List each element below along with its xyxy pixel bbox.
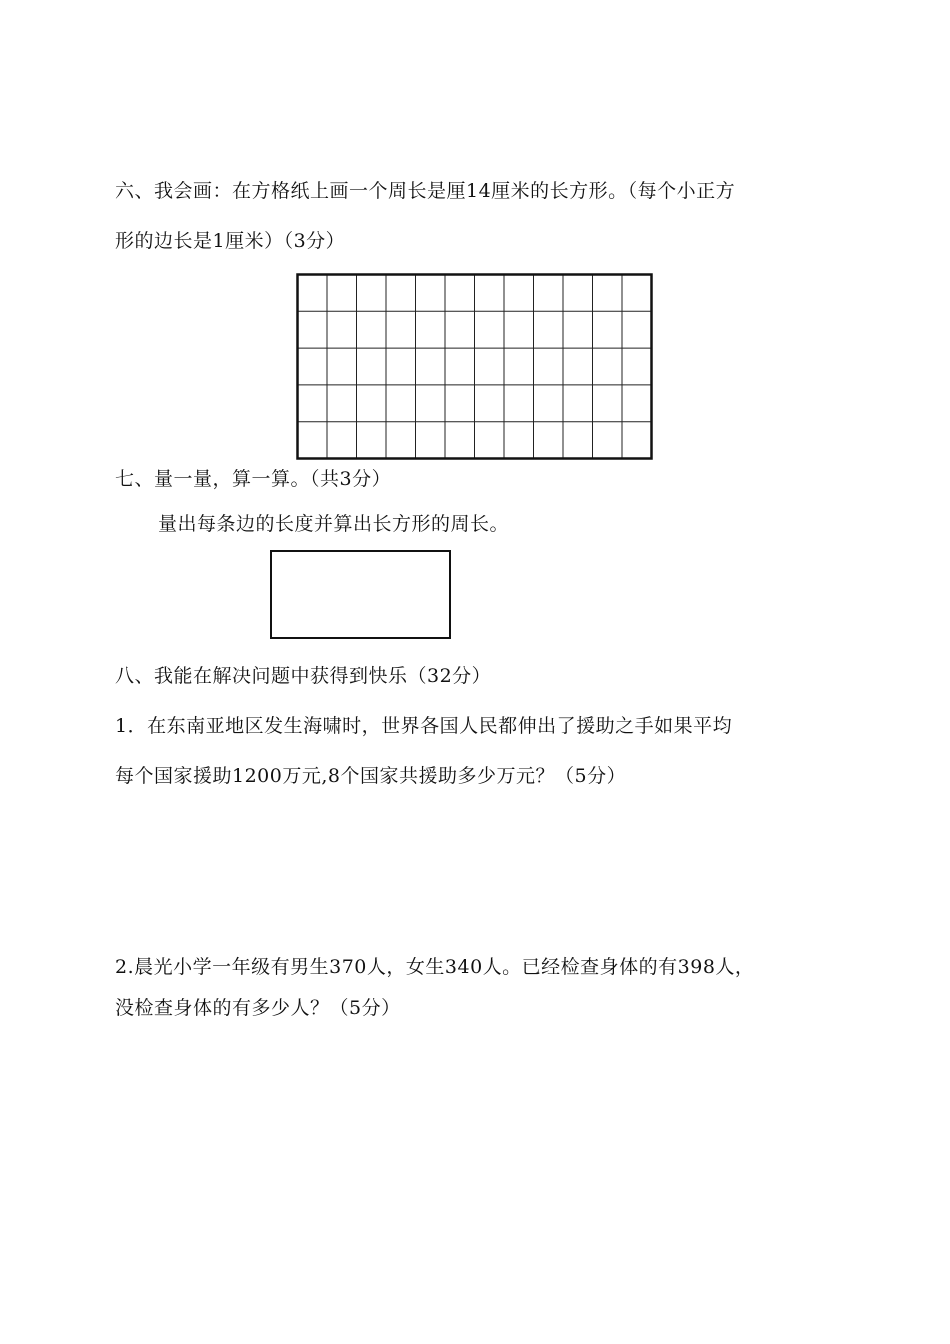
grid-paper[interactable] [296,273,653,460]
section7-instruction: 量出每条边的长度并算出长方形的周长。 [158,513,510,535]
section8-title: 八、我能在解决问题中获得到快乐（32分） [115,665,492,687]
section6-line2: 形的边长是1厘米）（3分） [115,230,346,252]
question2-line2: 没检查身体的有多少人？（5分） [115,997,401,1019]
question1-line2: 每个国家援助1200万元,8个国家共援助多少万元？（5分） [115,765,627,787]
section6-line1: 六、我会画：在方格纸上画一个周长是厘14厘米的长方形。（每个小正方 [115,180,736,202]
question1-line1: 1．在东南亚地区发生海啸时，世界各国人民都伸出了援助之手如果平均 [115,715,733,737]
grid-svg [296,273,653,460]
measure-rectangle [270,550,451,639]
question2-line1: 2.晨光小学一年级有男生370人，女生340人。已经检查身体的有398人， [115,956,755,978]
section7-title: 七、量一量，算一算。（共3分） [115,468,392,490]
